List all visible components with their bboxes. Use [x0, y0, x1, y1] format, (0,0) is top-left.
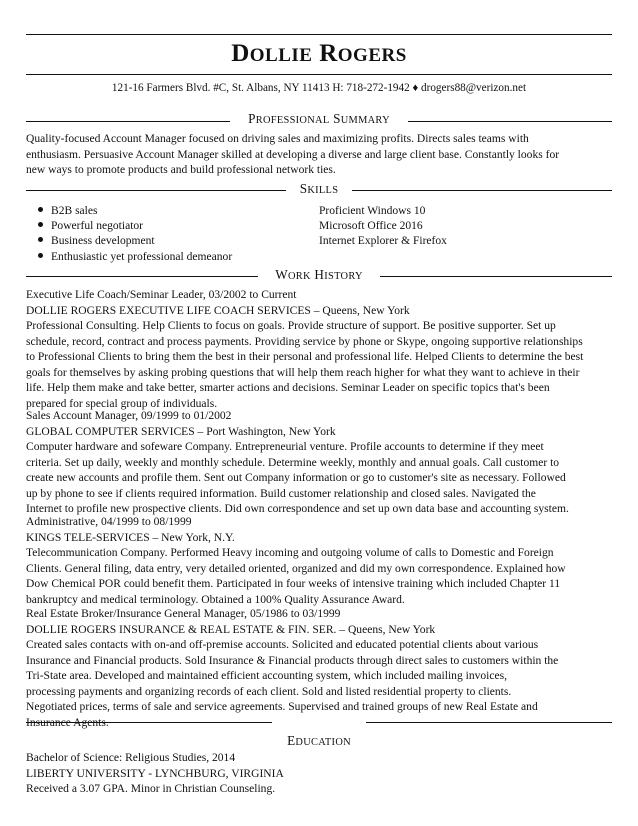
section-heading-skills: SKILLS — [299, 181, 339, 196]
job-line: schedule, record, contract and process payments. Providing service by phone or Skype, ongoing supportive relationships — [26, 335, 583, 348]
job-line: Created sales contacts with on-and off-premise accounts. Solicited and educated potential clients about various — [26, 639, 539, 651]
top-rule — [26, 34, 612, 35]
name-rule — [26, 74, 612, 75]
job-title: Administrative, 04/1999 to 08/1999 — [26, 516, 192, 528]
job-line: create new accounts and profile them. Sent out Company information or go to customer's site as necessary. Followed — [26, 472, 566, 484]
job-line: Insurance and Financial products. Sold Insurance & Financial products through direct sales to customers within the — [26, 654, 559, 667]
list-item: Internet Explorer & Firefox — [319, 235, 447, 248]
job-line: criteria. Set up daily, weekly and monthly schedule. Determine weekly, monthly and annual goals. Call customer to — [26, 456, 560, 469]
job-line: prepared for special group of individuals. — [26, 397, 218, 410]
summary-line: new ways to promote products and build professional network ties. — [26, 164, 336, 176]
job-company: DOLLIE ROGERS INSURANCE & REAL ESTATE & FIN. SER. – Queens, New York — [26, 623, 436, 636]
list-item: Proficient Windows 10 — [319, 205, 426, 217]
education-line: Received a 3.07 GPA. Minor in Christian Counseling. — [26, 783, 276, 795]
job-company: KINGS TELE-SERVICES – New York, N.Y. — [26, 531, 235, 544]
job-line: Telecommunication Company. Performed Heavy incoming and outgoing volume of calls to Domestic and Foreign — [26, 547, 554, 559]
job-entry — [26, 607, 627, 731]
bullet-icon — [38, 222, 43, 227]
job-line: Tri-State area. Developed and maintained efficient accounting system, which included mailing invoices, — [26, 670, 507, 682]
job-line: Insurance Agents. — [26, 716, 109, 729]
job-company: DOLLIE ROGERS EXECUTIVE LIFE COACH SERVICES – Queens, New York — [26, 304, 410, 317]
job-title: Sales Account Manager, 09/1999 to 01/2002 — [26, 410, 232, 422]
job-line: bankruptcy and medical terminology. Obtained a 100% Quality Assurance Award. — [26, 593, 405, 606]
job-line: Dow Chemical POR could benefit them. Participated in four weeks of intensive training which included Chapter 11 — [26, 578, 561, 590]
section-heading-summary: PROFESSIONAL SUMMARY — [248, 111, 390, 126]
job-line: Computer hardware and sofeware Company. Entrepreneurial venture. Profile accounts to determine if they meet — [26, 441, 544, 453]
summary-text — [26, 132, 627, 179]
job-entry — [26, 409, 627, 518]
candidate-name: DOLLIE ROGERS — [231, 40, 407, 67]
job-line: up by phone to see if clients required information. Build customer relationship and closed sales. Navigated the — [26, 487, 536, 500]
list-item: Powerful negotiator — [38, 219, 232, 234]
skills-left-list — [38, 204, 232, 265]
list-item: Enthusiastic yet professional demeanor — [38, 250, 232, 265]
job-line: Professional Consulting. Help Clients to focus on goals. Provide structure of support. Be positive supporter. Set up — [26, 320, 556, 332]
education-text — [26, 751, 627, 798]
job-line: goals for themselves by asking probing questions that will help them reach higher for what they want to achieve in their — [26, 366, 580, 379]
job-company: GLOBAL COMPUTER SERVICES – Port Washington, New York — [26, 425, 336, 438]
section-heading-work-history: WORK HISTORY — [275, 267, 363, 282]
work-end-rule-right — [366, 722, 612, 723]
job-line: Clients. General filing, data entry, very detailed oriented, organized and did my own correspondence. Explained how — [26, 562, 566, 575]
skills-right-list — [319, 204, 447, 250]
work-end-rule-left — [26, 722, 272, 723]
list-item: B2B sales — [38, 204, 232, 219]
job-entry — [26, 288, 627, 412]
contact-info: 121-16 Farmers Blvd. #C, St. Albans, NY 11413 H: 718-272-1942 ♦ drogers88@verizon.net — [111, 82, 527, 94]
job-entry — [26, 515, 627, 608]
list-item: Microsoft Office 2016 — [319, 220, 423, 233]
job-line: life. Help them make and take better, smarter actions and decisions. Seminar Leader on specific topics that's been — [26, 382, 550, 394]
job-title: Real Estate Broker/Insurance General Manager, 05/1986 to 03/1999 — [26, 608, 341, 620]
bullet-icon — [38, 237, 43, 242]
education-line: Bachelor of Science: Religious Studies, 2014 — [26, 752, 236, 764]
job-line: processing payments and organizing records of each client. Sold and listed residential property to clients. — [26, 685, 512, 698]
section-heading-education: EDUCATION — [287, 733, 351, 748]
summary-line: enthusiasm. Persuasive Account Manager skilled at developing a diverse and large client base. Constantly looks for — [26, 148, 560, 161]
job-title: Executive Life Coach/Seminar Leader, 03/2002 to Current — [26, 289, 297, 301]
list-item: Business development — [38, 234, 232, 249]
education-line: LIBERTY UNIVERSITY - LYNCHBURG, VIRGINIA — [26, 767, 284, 780]
summary-line: Quality-focused Account Manager focused on driving sales and maximizing profits. Directs sales teams with — [26, 133, 529, 145]
bullet-icon — [38, 207, 43, 212]
job-line: Internet to profile new prospective clients. Did own correspondence and set up own data base and accounting system. — [26, 503, 569, 515]
bullet-icon — [38, 253, 43, 258]
job-line: to Professional Clients to bring them the best in their personal and professional life. Helped Clients to determine the best — [26, 351, 584, 363]
job-line: Negotiated prices, terms of sale and service agreements. Supervised and trained groups of new Real Estate and — [26, 701, 538, 713]
